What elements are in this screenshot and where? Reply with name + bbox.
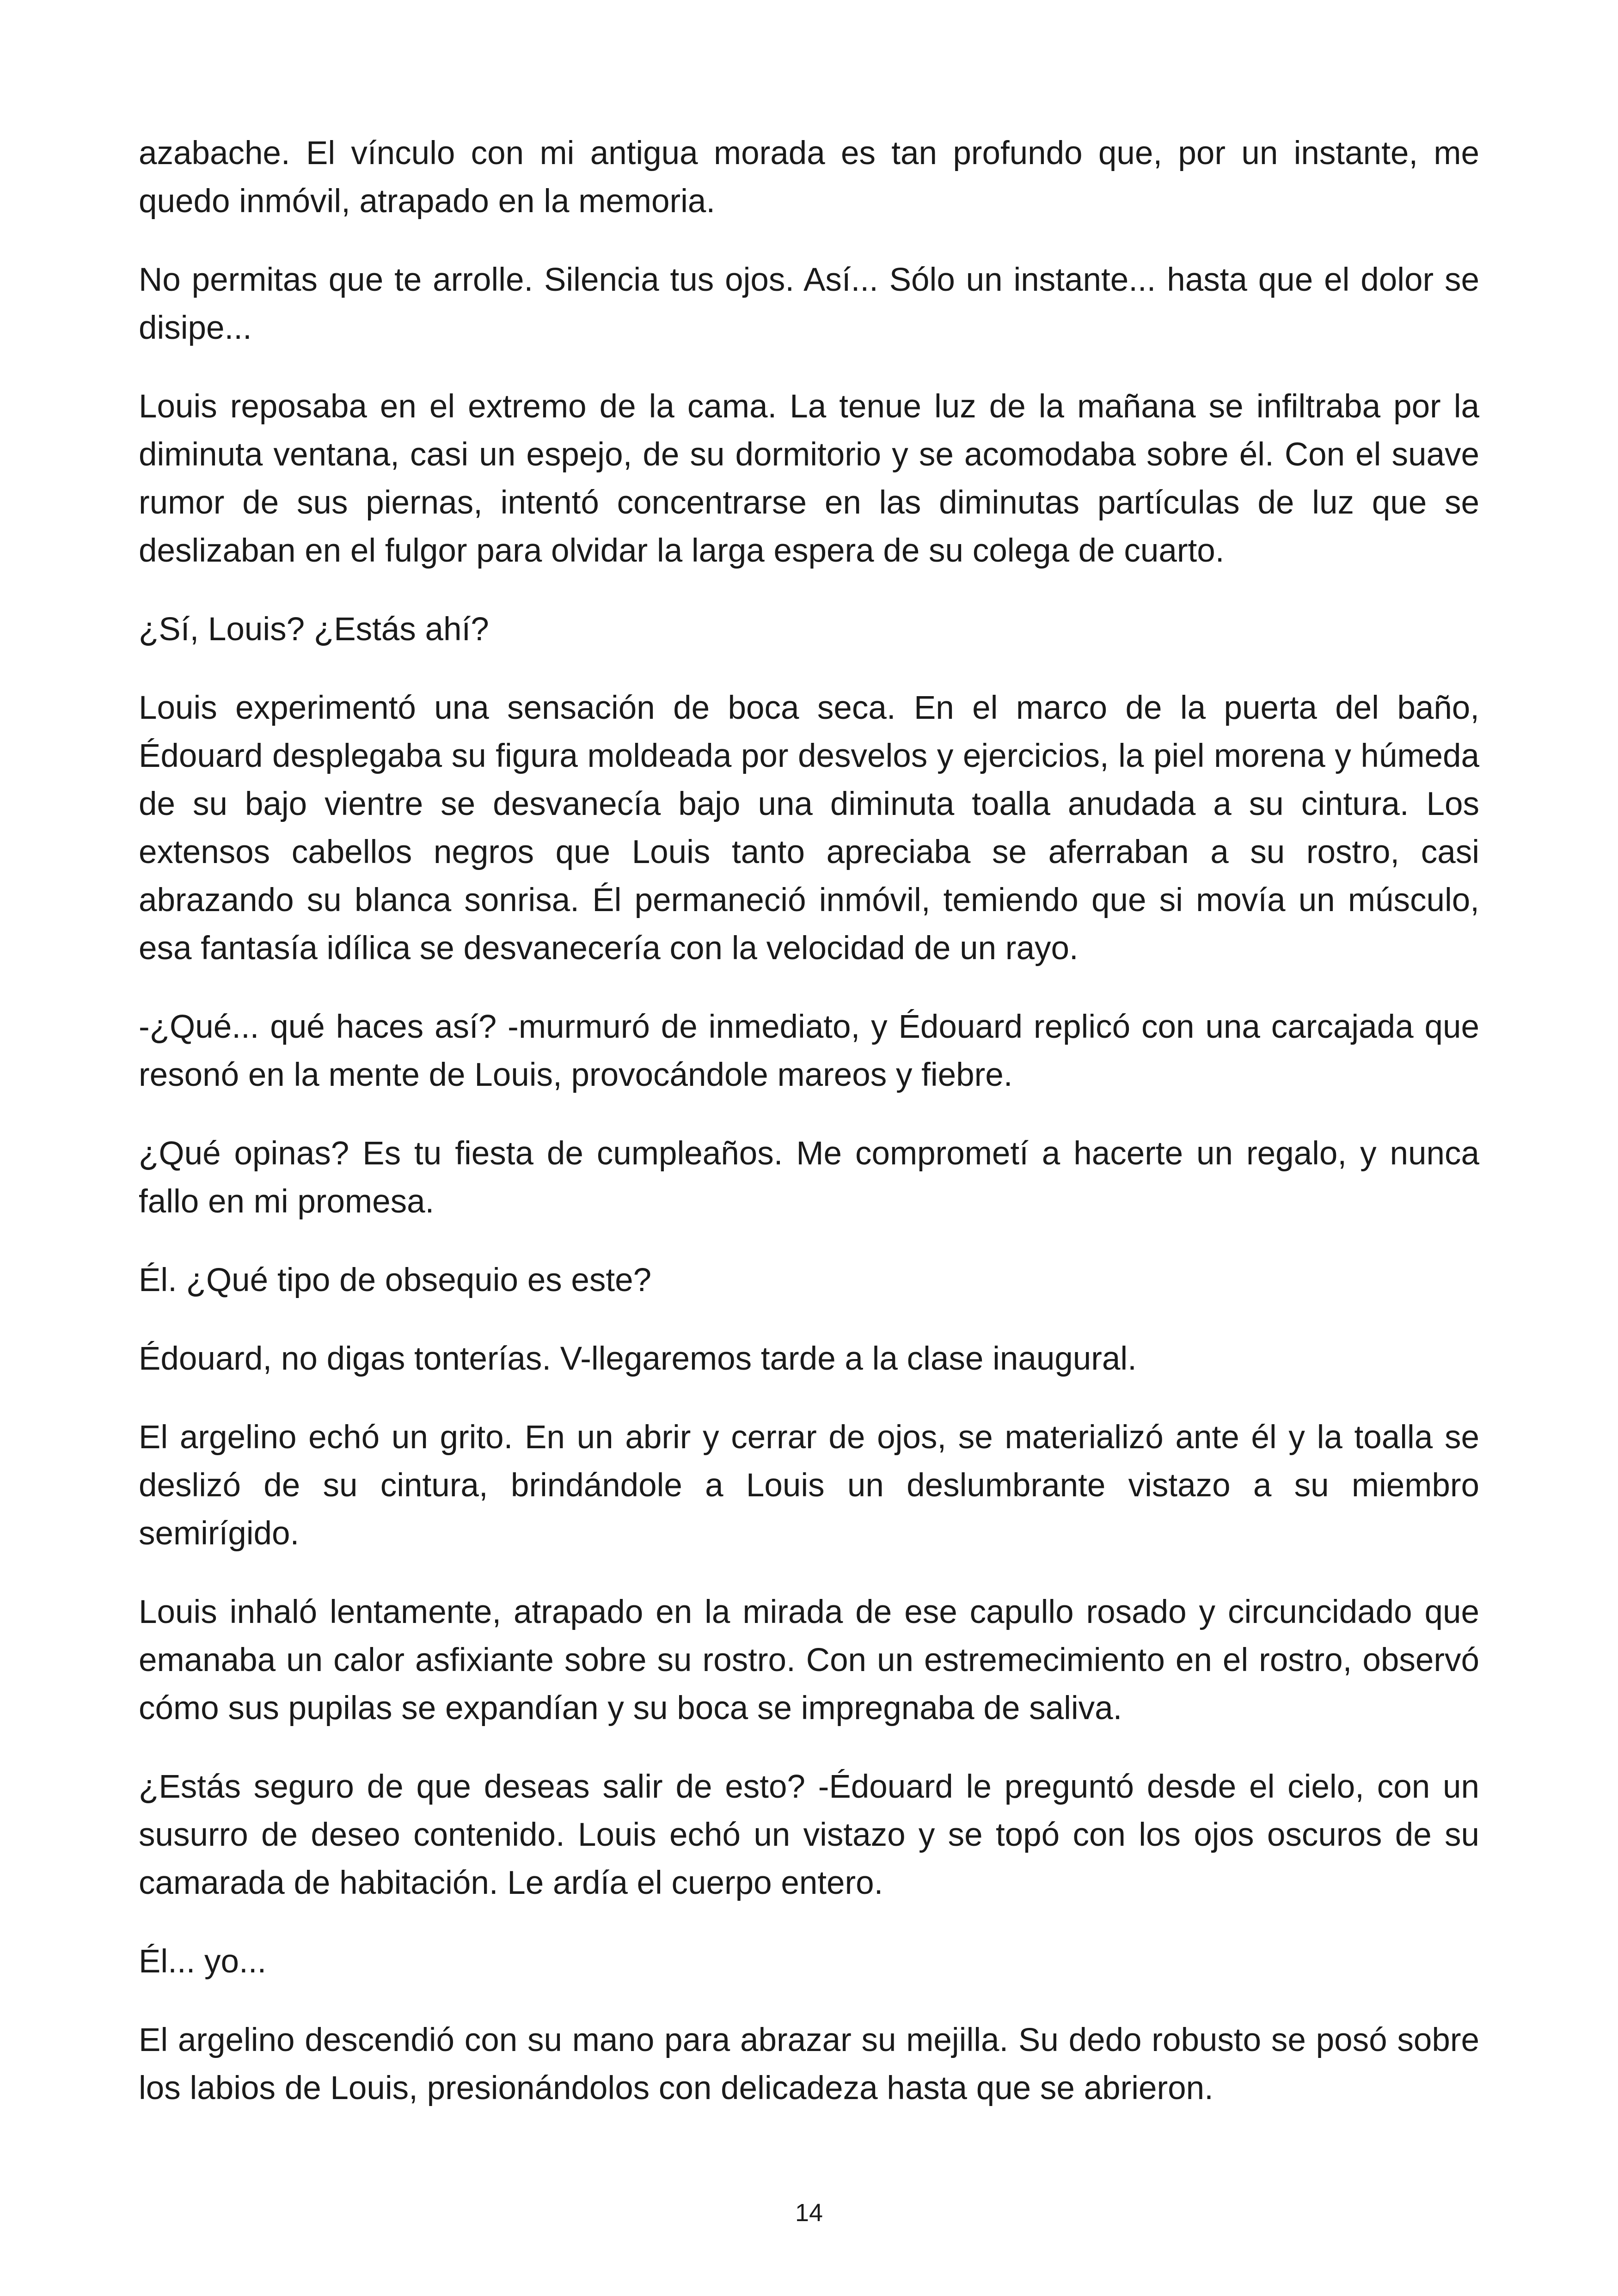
paragraph: Él. ¿Qué tipo de obsequio es este? [139, 1262, 652, 1298]
paragraph: Édouard, no digas tonterías. V-llegaremos tarde a la clase inaugural. [139, 1341, 1137, 1377]
paragraph: Louis reposaba en el extremo de la cama. La tenue luz de la mañana se infiltraba por la diminuta ventana, casi un espejo, de su dormitorio y se acomodaba sobre él. Con el suave rumor de sus piernas, intentó concentrarse en las diminutas partículas de luz que se deslizaban en el fulgor para olvidar la larga espera de su colega de cuarto. [139, 388, 1479, 569]
paragraph: ¿Qué opinas? Es tu fiesta de cumpleaños. Me comprometí a hacerte un regalo, y nunca fallo en mi promesa. [139, 1135, 1479, 1220]
paragraph: No permitas que te arrolle. Silencia tus ojos. Así... Sólo un instante... hasta que el dolor se disipe... [139, 262, 1479, 346]
page-number: 14 [795, 2199, 823, 2227]
paragraph: Louis experimentó una sensación de boca seca. En el marco de la puerta del baño, Édouard desplegaba su figura moldeada por desvelos y ejercicios, la piel morena y húmeda de su bajo vientre se desvanecía bajo una diminuta toalla anudada a su cintura. Los extensos cabellos negros que Louis tanto apreciaba se aferraban a su rostro, casi abrazando su blanca sonrisa. Él permaneció inmóvil, temiendo que si movía un músculo, esa fantasía idílica se desvanecería con la velocidad de un rayo. [139, 690, 1479, 967]
paragraph: -¿Qué... qué haces así? -murmuró de inmediato, y Édouard replicó con una carcajada que resonó en la mente de Louis, provocándole mareos y fiebre. [139, 1009, 1479, 1093]
paragraph: El argelino echó un grito. En un abrir y cerrar de ojos, se materializó ante él y la toalla se deslizó de su cintura, brindándole a Louis un deslumbrante vistazo a su miembro semirígido. [139, 1419, 1479, 1552]
body-text [139, 129, 1479, 2112]
paragraph: azabache. El vínculo con mi antigua morada es tan profundo que, por un instante, me quedo inmóvil, atrapado en la memoria. [139, 135, 1479, 220]
paragraph: Él... yo... [139, 1943, 267, 1980]
paragraph: Louis inhaló lentamente, atrapado en la mirada de ese capullo rosado y circuncidado que emanaba un calor asfixiante sobre su rostro. Con un estremecimiento en el rostro, observó cómo sus pupilas se expandían y su boca se impregnaba de saliva. [139, 1594, 1479, 1727]
paragraph: ¿Estás seguro de que deseas salir de esto? -Édouard le preguntó desde el cielo, con un susurro de deseo contenido. Louis echó un vistazo y se topó con los ojos oscuros de su camarada de habitación. Le ardía el cuerpo entero. [139, 1769, 1479, 1901]
paragraph: ¿Sí, Louis? ¿Estás ahí? [139, 611, 489, 648]
paragraph: El argelino descendió con su mano para abrazar su mejilla. Su dedo robusto se posó sobre los labios de Louis, presionándolos con delicadeza hasta que se abrieron. [139, 2022, 1479, 2106]
